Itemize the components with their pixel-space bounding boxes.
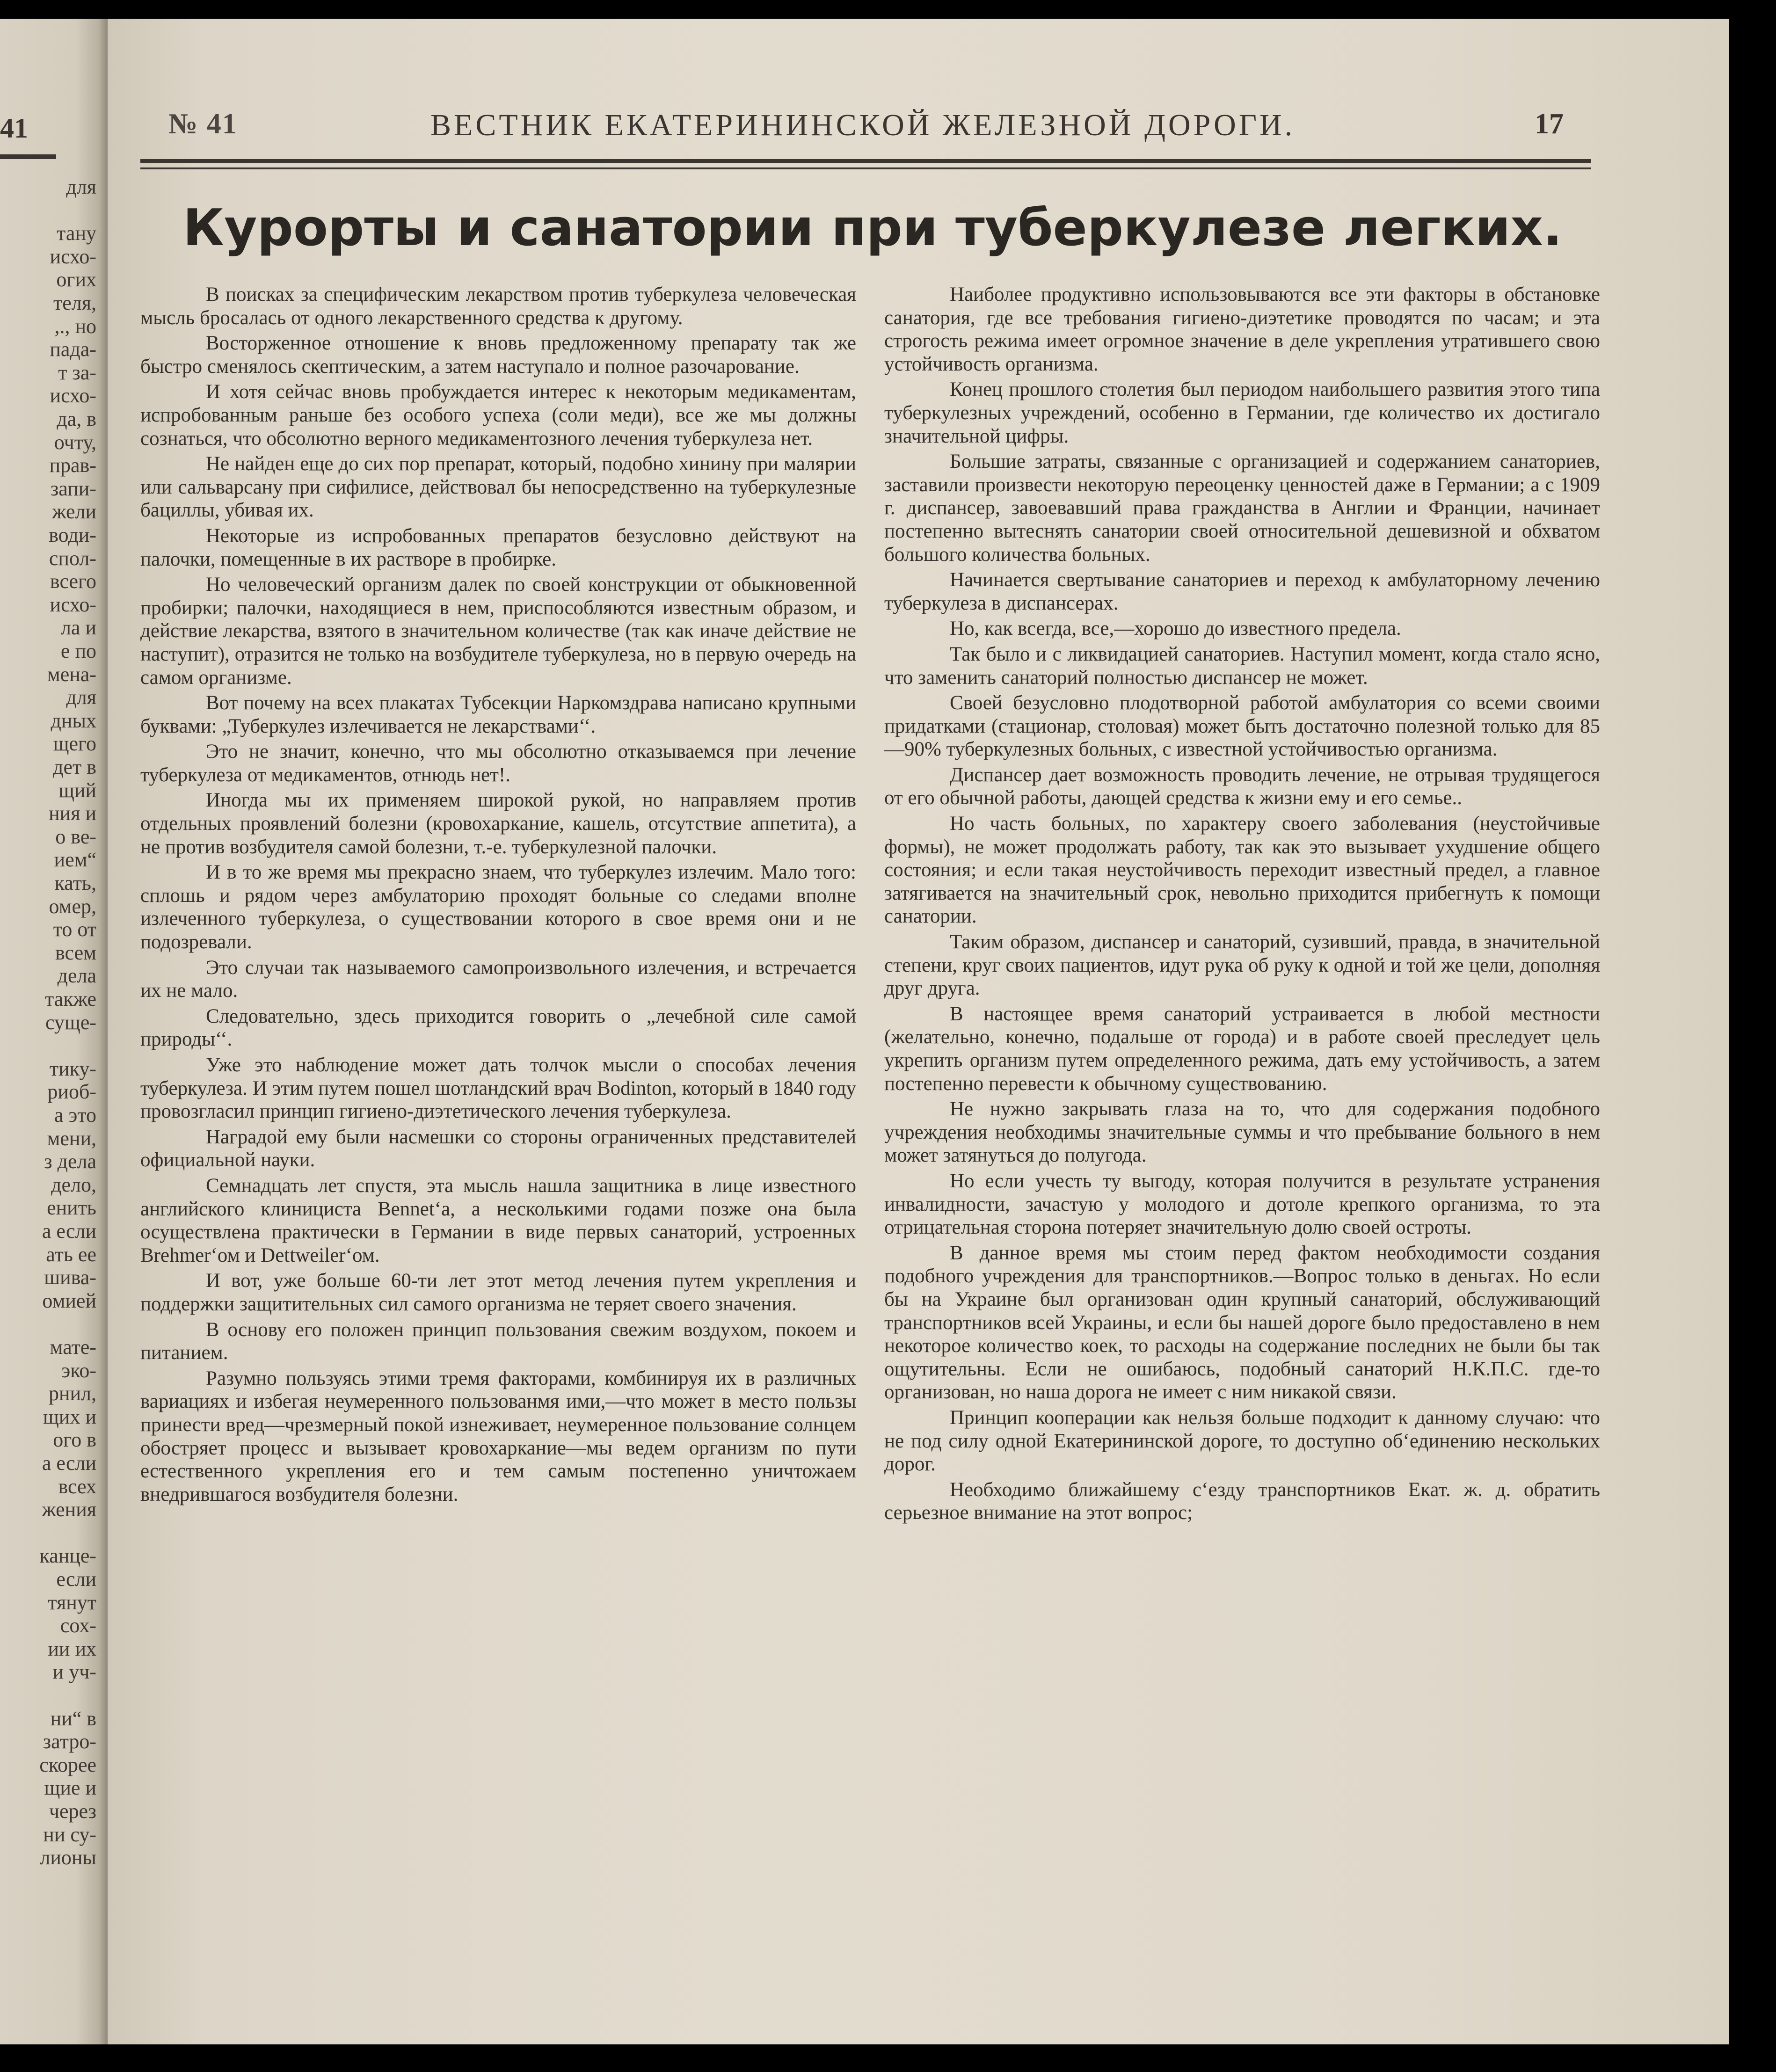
left-page-fragment: тянут (48, 1591, 96, 1614)
paragraph: В данное время мы стоим перед фактом необходимости создания подобного учреждения для транспортников.—Вопрос только в деньгах. Но если бы на Украине был организован один крупный санаторий, обслуживающий транспортников всей Украины, и если бы нашей дороге было предоставлено в нем некоторое количество коек, то расходы на содержание последних не были бы так ощутительны. Если не ошибаюсь, подобный санаторий Н.К.П.С. где-то организован, но наша дорога не имеет с ним никакой связи. (884, 1242, 1600, 1403)
paragraph: В поисках за специфическим лекарством против туберкулеза человеческая мысль бросалась от одного лекарственного средства к другому. (140, 284, 856, 329)
paragraph: Начинается свертывание санаториев и переход к амбулаторному лечению туберкулеза в диспансерах. (884, 569, 1600, 614)
left-page-fragment: суще- (45, 1011, 96, 1034)
left-page-fragment: исхо- (50, 245, 96, 268)
article-title: Курорты и санатории при туберкулезе легких. (182, 199, 1563, 257)
left-page-fragment: прав- (49, 454, 96, 477)
left-page-number: 41 (0, 113, 28, 144)
article-left-column (140, 283, 856, 1508)
left-page-fragment: ния и (49, 802, 96, 825)
left-page-fragment: ием“ (54, 848, 96, 872)
paragraph: Большие затраты, связанные с организацией и содержанием санаториев, заставили произвести некоторую переоценку ценностей даже в Германии; а с 1909 г. диспансер, завоевавший права гражданства в Англии и Франции, начинает постепенно вытеснять санатории своей относительной дешевизной и обхватом большого количества больных. (884, 451, 1600, 566)
paragraph: И вот, уже больше 60-ти лет этот метод лечения путем укрепления и поддержки защитительных сил самого организма не теряет своего значения. (140, 1270, 856, 1315)
left-page-fragment: щих и (43, 1405, 96, 1428)
left-page-fragment: исхо- (50, 384, 96, 407)
left-page-fragment: ,., но (54, 314, 96, 338)
left-page-fragment: дных (51, 709, 96, 732)
issue-number: № 41 (168, 108, 238, 140)
left-page-fragment: ни“ в (50, 1707, 96, 1730)
paragraph: Уже это наблюдение может дать толчок мысли о способах лечения туберкулеза. И этим путем пошел шотландский врач Bodinton, который в 1840 году провозгласил принцип гигиено-диэтетического лечения туберкулеза. (140, 1054, 856, 1123)
page-number: 17 (1535, 108, 1564, 140)
left-page-fragment: очту, (54, 430, 96, 454)
paragraph: Своей безусловно плодотворной работой амбулатория со всеми своими придатками (стационар, столовая) может быть достаточно полезной только для 85—90% туберкулезных больных, с известной устойчивостью организма. (884, 692, 1600, 761)
left-page-fragment: т за- (58, 361, 96, 384)
paragraph: Наиболее продуктивно использовываются все эти факторы в обстановке санатория, где все требования гигиено-диэтетике проводятся по часам; и эта строгость режима имеет огромное значение в деле укрепления утратившего свою устойчивость организма. (884, 284, 1600, 375)
paragraph: И в то же время мы прекрасно знаем, что туберкулез излечим. Мало того: сплошь и рядом через амбулаторию проходят больные со следами вполне излеченного туберкулеза, о существовании которого в свое время они и не подозревали. (140, 861, 856, 953)
left-page-fragment: дело, (51, 1173, 96, 1196)
header-rule-thick (140, 159, 1591, 163)
left-page-fragment: омер, (49, 894, 96, 918)
left-page-fragment: води- (49, 523, 96, 546)
paragraph: Наградой ему были насмешки со стороны ограниченных представителей официальной науки. (140, 1126, 856, 1171)
paragraph: Но человеческий организм далек по своей конструкции от обыкновенной пробирки; палочки, находящиеся в нем, приспособляются известным образом, и действие лекарства, взятого в значительном количестве (так как иначе действие не наступит), отразится не только на возбудителе туберкулеза, но в первую очередь на самом организме. (140, 574, 856, 689)
left-page-fragment: теля, (53, 291, 96, 314)
left-page-fragment: мени, (47, 1127, 96, 1150)
newspaper-page (108, 19, 1729, 2044)
left-page-fragment: щего (53, 732, 96, 756)
left-page-fragment: жения (42, 1498, 96, 1521)
left-page-fragment: е по (60, 640, 96, 662)
paragraph: Конец прошлого столетия был периодом наибольшего развития этого типа туберкулезных учреждений, особенно в Германии, где количество их достигало значительной цифры. (884, 378, 1600, 447)
left-page-fragment: для (66, 686, 96, 709)
paragraph: Разумно пользуясь этими тремя факторами, комбинируя их в различных вариациях и избегая неумеренного пользованмя ими,—что может в место пользы принести вред—чрезмерный покой изнеживает, неумеренное пользование солнцем обостряет процесс и вызывает кровохаркание—мы ведем организм по пути естественного укрепления его и тем самым постепенно уничтожаем внедрившагося возбудителя болезни. (140, 1367, 856, 1505)
paragraph: Но часть больных, по характеру своего заболевания (неустойчивые формы), не может продолжать работу, так как это вызывает ухудшение общего состояния; и если такая неустойчивость переходит известный предел, а главное затягивается на значительный срок, невольно приходится прибегнуть к помощи санатории. (884, 813, 1600, 928)
header-rule-thin (140, 167, 1591, 169)
left-page-fragment: ии их (48, 1637, 96, 1660)
left-page-fragment: лионы (40, 1846, 96, 1869)
paragraph: Иногда мы их применяем широкой рукой, но направляем против отдельных проявлений болезни (кровохаркание, кашель, отсутствие аппетита), а не против возбудителя самой болезни, т.-е. туберкулезной палочки. (140, 789, 856, 858)
left-page-fragment: огих (56, 268, 96, 291)
left-page-fragment: да, в (57, 407, 96, 430)
left-page-fragment: то от (53, 918, 96, 941)
left-page-fragment: через (49, 1800, 96, 1823)
left-page-fragment: также (44, 988, 96, 1011)
paragraph: Восторженное отношение к вновь предложенному препарату так же быстро сменялось скептическим, а затем наступало и полное разочарование. (140, 332, 856, 378)
paragraph: Некоторые из испробованных препаратов безусловно действуют на палочки, помещенные в их растворе в пробирке. (140, 524, 856, 570)
left-page-fragment: а если (42, 1220, 96, 1243)
left-page-fragment: затро- (43, 1730, 96, 1753)
left-page-fragment: запи- (50, 477, 96, 500)
paragraph: В настоящее время санаторий устраивается в любой местности (желательно, конечно, подальше от города) и в работе своей преследует цель укрепить организм путем определенного режима, дать ему устойчивость, а затем постепенно перевести к обычному существованию. (884, 1003, 1600, 1095)
left-page-fragment: ать ее (46, 1243, 96, 1266)
left-page-fragment: енить (47, 1196, 96, 1220)
left-page-fragment: исхо- (50, 593, 96, 616)
left-page-fragment: омией (42, 1289, 96, 1312)
left-page-fragment: з дела (44, 1150, 96, 1173)
paragraph: Диспансер дает возможность проводить лечение, не отрывая трудящегося от его обычной работы, дающей средства к жизни ему и его семье.. (884, 763, 1600, 809)
left-page-fragment: о ве- (55, 825, 96, 848)
left-header-rule (0, 154, 56, 159)
paragraph: Принцип кооперации как нельзя больше подходит к данному случаю: что не под силу одной Екатерининской дороге, то доступно об‘единению нескольких дорог. (884, 1406, 1600, 1476)
left-page-fragment: а это (54, 1104, 96, 1127)
left-page-fragment: мате- (50, 1336, 96, 1359)
left-page-fragment: щий (58, 778, 96, 802)
left-page-fragment: рнил, (48, 1382, 96, 1405)
left-page-fragment: и уч- (52, 1660, 96, 1684)
left-page-fragment: скорее (39, 1753, 96, 1776)
paragraph: Это не значит, конечно, что мы обсолютно отказываемся при лечение туберкулеза от медикаментов, отнюдь нет!. (140, 741, 856, 786)
left-page-fragment: всем (55, 941, 96, 964)
left-page-fragment: шива- (44, 1266, 96, 1289)
left-page-fragment: эко- (61, 1359, 96, 1382)
left-page-fragment: риоб- (47, 1080, 96, 1104)
newspaper-title: ВЕСТНИК ЕКАТЕРИНИНСКОЙ ЖЕЛЕЗНОЙ ДОРОГИ. (430, 108, 1296, 142)
left-page-fragment: тану (57, 222, 96, 245)
paragraph: Вот почему на всех плакатах Тубсекции Наркомздрава написано крупными буквами: „Туберкулез излечивается не лекарствами‘‘. (140, 692, 856, 737)
paragraph: Необходимо ближайшему с‘езду транспортников Екат. ж. д. обратить серьезное внимание на этот вопрос; (884, 1478, 1600, 1524)
paragraph: Таким образом, диспансер и санаторий, сузивший, правда, в значительной степени, круг своих пациентов, идут рука об руку к одной и той же цели, дополняя друг друга. (884, 931, 1600, 1000)
left-page-fragment: для (66, 175, 96, 198)
left-page-fragment: ни су- (43, 1823, 96, 1846)
left-page-fragment: спол- (49, 546, 96, 570)
left-page-fragment: если (56, 1568, 96, 1591)
left-page-fragment: пада- (50, 338, 96, 361)
paragraph: Но, как всегда, все,—хорошо до известного предела. (950, 618, 1401, 640)
left-page-fragment: а если (42, 1452, 96, 1475)
paragraph: Так было и с ликвидацией санаториев. Наступил момент, когда стало ясно, что заменить санаторий полностью диспансер не может. (884, 643, 1600, 689)
left-page-fragment: кать, (54, 872, 96, 894)
left-page-fragment: дела (57, 964, 96, 988)
left-page-fragment: тику- (49, 1057, 96, 1080)
left-page-fragment: всего (50, 570, 96, 593)
left-page-fragment: ла и (60, 616, 96, 640)
left-page-fragment: щие и (44, 1776, 96, 1800)
article-right-column (884, 283, 1600, 1527)
paragraph: И хотя сейчас вновь пробуждается интерес к некоторым медикаментам, испробованным раньше без особого успеха (соли меди), все же мы должны сознаться, что обсолютно верного медикаментозного лечения туберкулеза нет. (140, 381, 856, 450)
left-page-edge (0, 19, 108, 2044)
left-page-fragment: всех (58, 1475, 96, 1498)
paragraph: Это случаи так называемого самопроизвольного излечения, и встречается их не мало. (140, 956, 856, 1002)
left-page-fragment: жели (52, 500, 96, 523)
paragraph: В основу его положен принцип пользования свежим воздухом, покоем и питанием. (140, 1318, 856, 1364)
paragraph: Не найден еще до сих пор препарат, который, подобно хинину при малярии или сальварсану при сифилисе, действовал бы непосредственно на туберкулезные бациллы, убивая их. (140, 453, 856, 522)
left-page-fragment: канце- (39, 1544, 96, 1568)
left-page-fragment: мена- (47, 662, 96, 686)
left-page-fragment: сох- (60, 1614, 96, 1637)
paragraph: Следовательно, здесь приходится говорить о „лечебной силе самой природы‘‘. (140, 1005, 856, 1051)
paragraph: Но если учесть ту выгоду, которая получится в результате устранения инвалидности, зачастую у молодого и дотоле крепкого организма, то эта отрицательная сторона потеряет значительную долю своей остроты. (884, 1170, 1600, 1239)
left-page-fragment: дет в (53, 756, 96, 778)
paragraph: Не нужно закрывать глаза на то, что для содержания подобного учреждения необходимы значительные суммы и что пребывание больного в нем может затянуться до полугода. (884, 1098, 1600, 1167)
left-page-fragment: ого в (53, 1428, 96, 1452)
paragraph: Семнадцать лет спустя, эта мысль нашла защитника в лице известного английского клинициста Bennet‘a, а несколькими годами позже она была осуществлена практически в Германии в виде первых санаторий, устроенных Brehmer‘ом и Dettweiler‘ом. (140, 1174, 856, 1266)
